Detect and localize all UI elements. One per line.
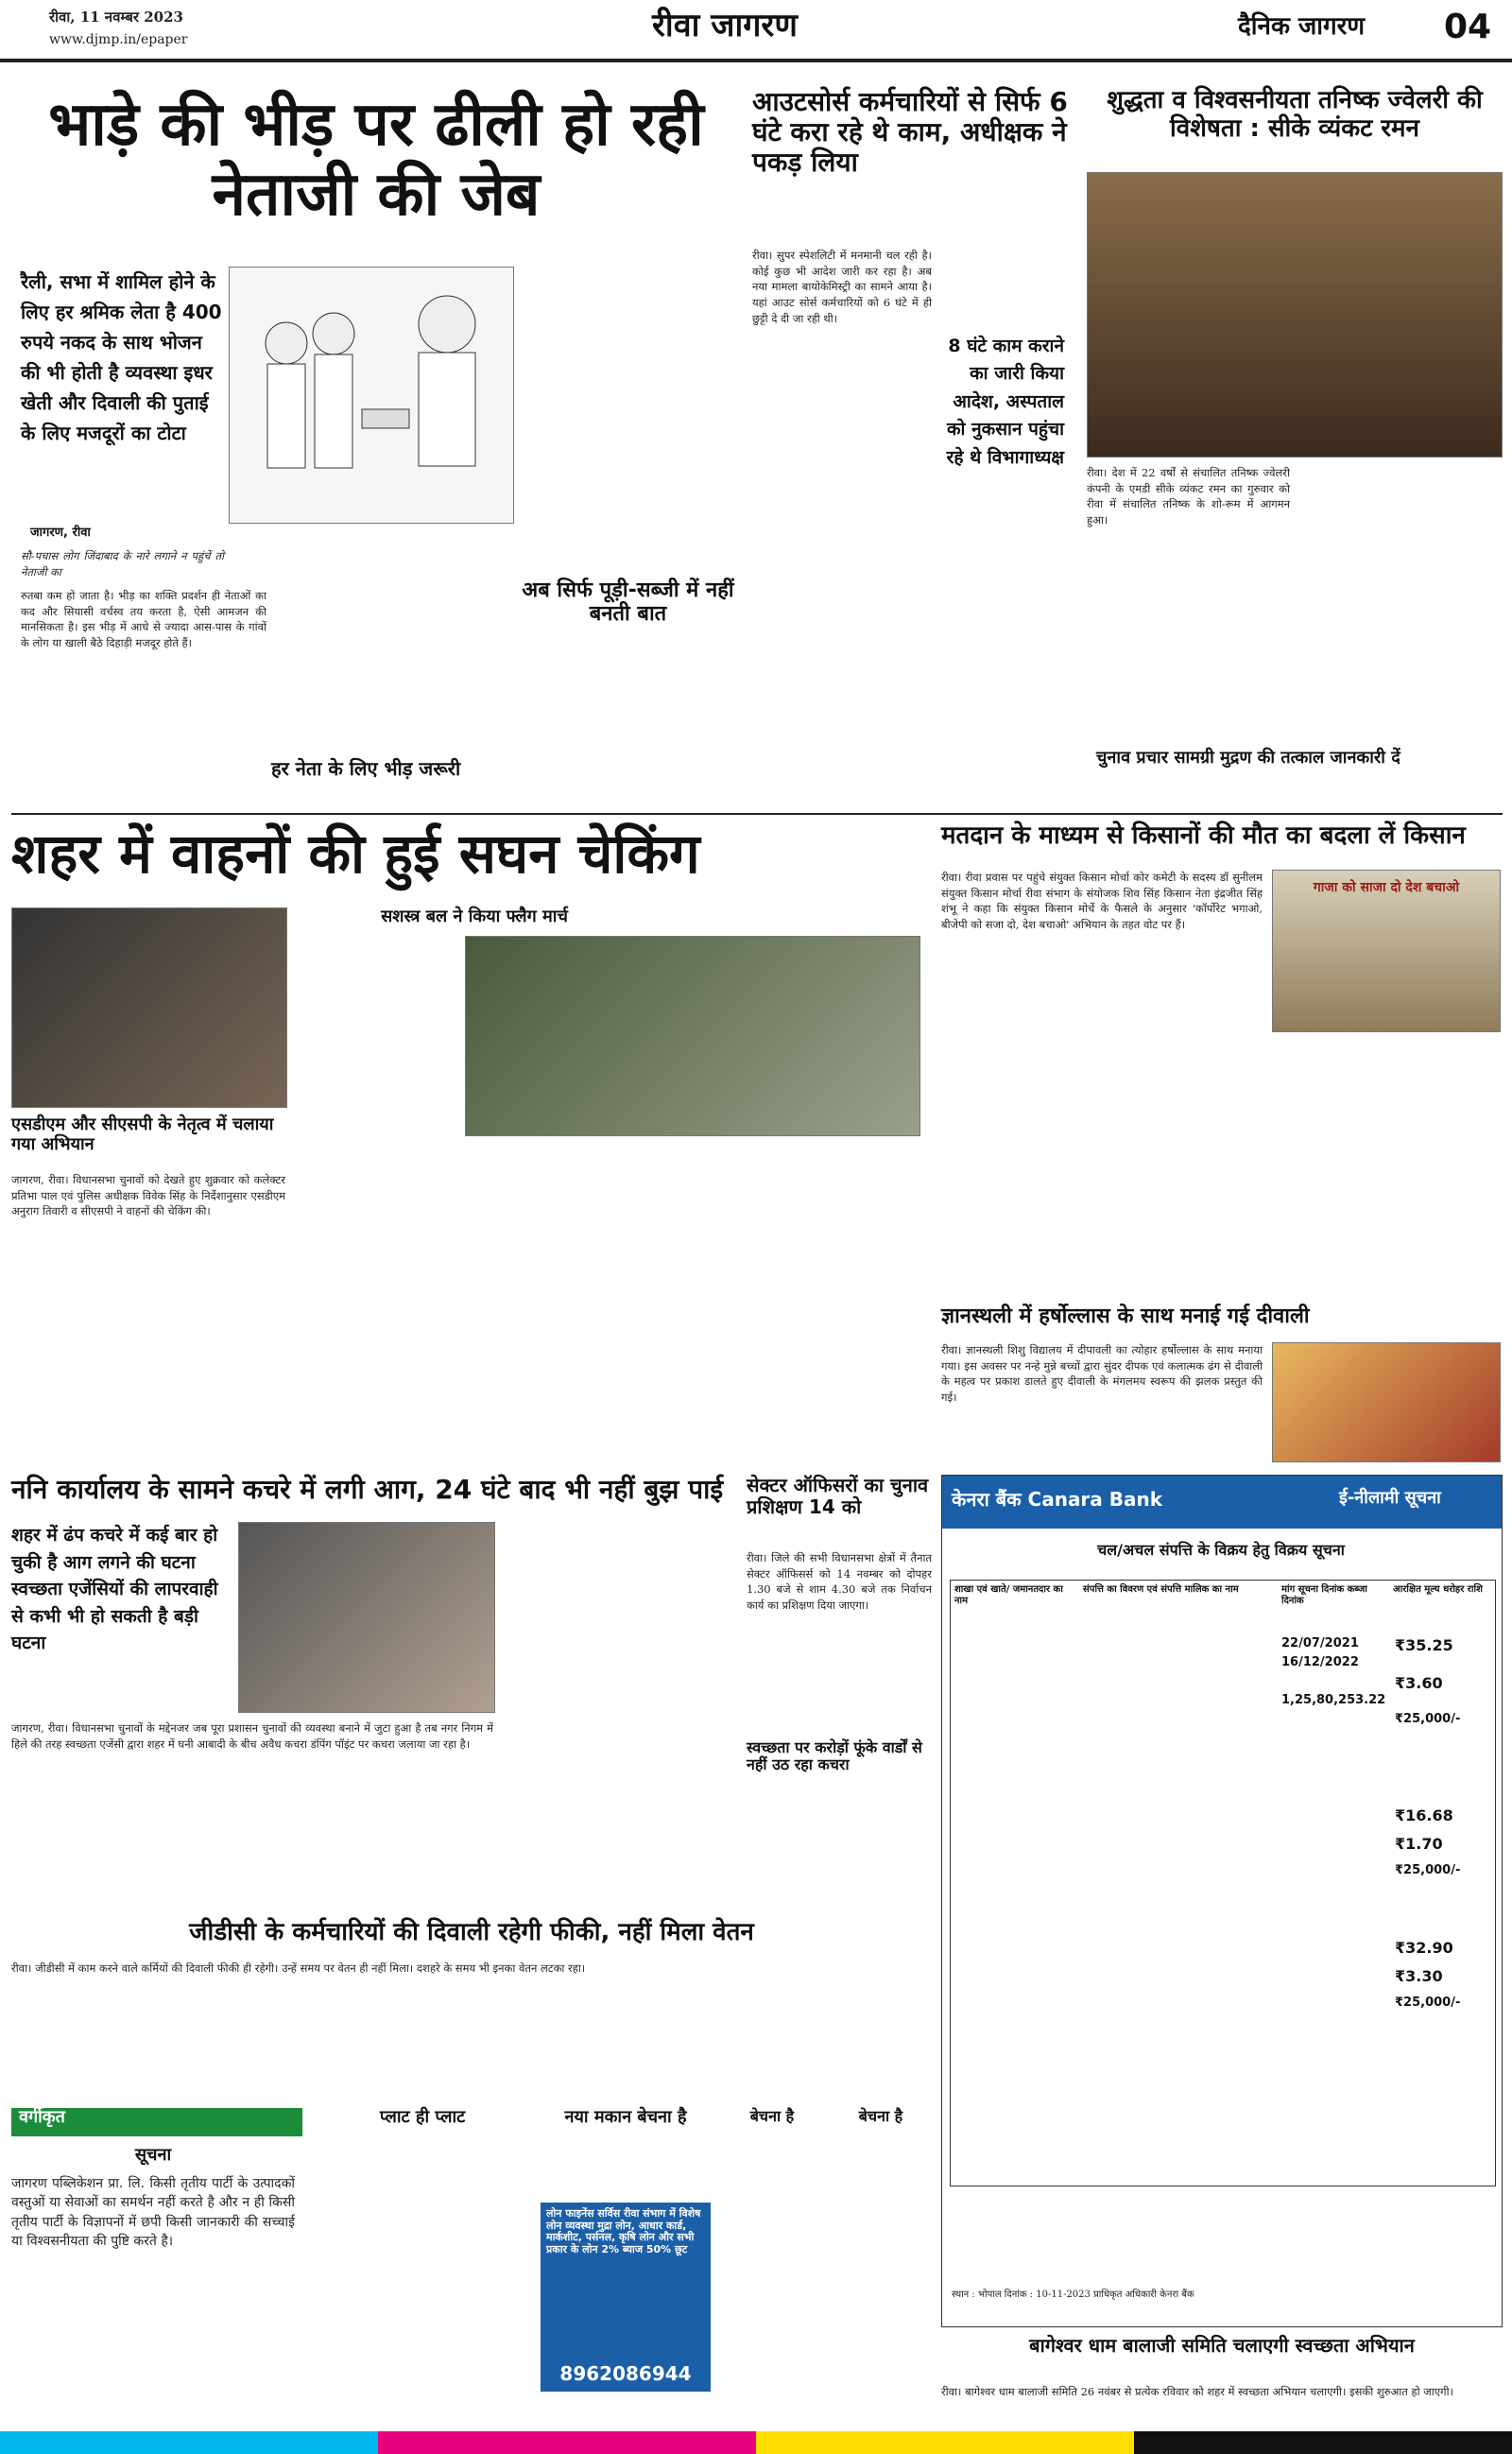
story4-left-sub: एसडीएम और सीएसपी के नेतृत्व में चलाया गया अभियान <box>11 1115 274 1154</box>
story6-body: रीवा। ज्ञानस्थली शिशु विद्यालय में दीपावली का त्योहार हर्षोल्लास के साथ मनाया गया। इस अवसर पर नन्हे मुन्ने बच्चों द्वारा सुंदर दीपक एवं कलात्मक ढंग से दीवाली के महत्व पर प्रकाश डालते हुए दीवाली के मंगलमय स्वरूप की झलक प्रस्तुत की गई। <box>941 1343 1263 1405</box>
story4-headline: शहर में वाहनों की हुई सघन चेकिंग <box>11 821 700 886</box>
story9-body: रीवा। जीडीसी में काम करने वाले कर्मियों की दिवाली फीकी ही रहेगी। उन्हें समय पर वेतन ही नहीं मिला। दशहरे के समय भी इनका वेतन लटका रहा। <box>11 1961 586 1975</box>
farmers-photo <box>1272 870 1501 1032</box>
story10-body: रीवा। बागेश्वर धाम बालाजी समिति 26 नवंबर से प्रत्येक रविवार को शहर में स्वच्छता अभियान चलाएगी। इसकी शुरुआत हो जाएगी। <box>941 2385 1453 2398</box>
bank-reserve-4: ₹1.70 <box>1395 1835 1443 1853</box>
story1-byline: जागरण, रीवा <box>30 526 91 540</box>
story8-body: रीवा। जिले की सभी विधानसभा क्षेत्रों में तैनात सेक्टर ऑफिसर्स को 14 नवम्बर को दोपहर 1.30 बजे से शाम 4.30 बजे तक निर्वाचन कार्य का प्रशिक्षण दिया जाएगा। <box>747 1551 932 1613</box>
story4-body: जागरण, रीवा। विधानसभा चुनावों को देखते हुए शुक्रवार को कलेक्टर प्रतिभा पाल एवं पुलिस अधीक्षक विवेक सिंह के निर्देशानुसार एसडीएम अनुराग तिवारी व सीएसपी ने वाहनों की चेकिंग की। <box>11 1173 285 1218</box>
bank-ad-heading: चल/अचल संपत्ति के विक्रय हेतु विक्रय सूचना <box>1097 1541 1345 1559</box>
story-gdc-salary <box>11 1919 932 2099</box>
cartoon-image <box>229 267 514 524</box>
story10-headline: बागेश्वर धाम बालाजी समिति चलाएगी स्वच्छता अभियान <box>1029 2334 1415 2357</box>
story-garbage-fire <box>11 1475 739 1910</box>
bank-reserve-3: ₹16.68 <box>1395 1806 1453 1824</box>
bank-date-1: 22/07/2021 <box>1281 1636 1359 1650</box>
story7-headline: ननि कार्यालय के सामने कचरे में लगी आग, 24 घंटे बाद भी नहीं बुझ पाई <box>11 1474 724 1505</box>
story-sector-officers <box>747 1475 932 1910</box>
color-registration-strip <box>0 2431 1512 2454</box>
farmers-photo-text: गाजा को साजा दो देश बचाओ <box>1313 880 1460 895</box>
story2-headline: आउटसोर्स कर्मचारियों से सिर्फ 6 घंटे करा रहे थे काम, अधीक्षक ने पकड़ लिया <box>752 86 1068 179</box>
story3-sub: चुनाव प्रचार सामग्री मुद्रण की तत्काल जानकारी दें <box>1096 748 1400 768</box>
brand-name: दैनिक जागरण <box>1238 12 1366 41</box>
epaper-url[interactable]: www.djmp.in/epaper <box>49 32 188 47</box>
story-farmers <box>941 822 1503 1295</box>
loan-phone: 8962086944 <box>559 2362 692 2385</box>
story8-sub: स्वच्छता पर करोड़ों फूंके वार्डों से नहीं उठ रहा कचरा <box>747 1738 922 1774</box>
story1-sub2: हर नेता के लिए भीड़ जरूरी <box>271 757 461 780</box>
story-diwali-school <box>941 1305 1503 1465</box>
story2-body: रीवा। सुपर स्पेशलिटी में मनमानी चल रही है। कोई कुछ भी आदेश जारी कर रहा है। अब नया मामला बायोकेमिस्ट्री का सामने आया है। यहां आउट सोर्स कर्मचारियों को 6 घंटे में ही छुट्टी दे दी जा रही थी। <box>752 249 932 325</box>
story5-headline: मतदान के माध्यम से किसानों की मौत का बदला लें किसान <box>941 821 1466 850</box>
story-tanishq <box>1087 87 1503 810</box>
story1-sub1: अब सिर्फ पूड़ी-सब्जी में नहीं बनती बात <box>522 579 734 627</box>
bank-col3: मांग सूचना दिनांक कब्जा दिनांक <box>1281 1584 1367 1606</box>
classifieds-logo: वर्गीकृत <box>11 2108 302 2136</box>
bank-name: केनरा बैंक Canara Bank <box>952 1488 1163 1511</box>
story1-deck: रैली, सभा में शामिल होने के लिए हर श्रमिक लेता है 400 रुपये नकद के साथ भोजन की भी होती है व्यवस्था इधर खेती और दिवाली की पुताई के लिए मजदूरों का टोटा <box>21 270 222 444</box>
story2-pull: 8 घंटे काम कराने का जारी किया आदेश, अस्पताल को नुकसान पहुंचा रहे थे विभागाध्यक्ष <box>946 336 1064 468</box>
bank-reserve-2: ₹3.60 <box>1395 1674 1443 1692</box>
bank-col2: संपत्ति का विवरण एवं संपत्ति मालिक का नाम <box>1083 1584 1239 1595</box>
ad-sale1-heading: बेचना है <box>749 2107 795 2125</box>
story1-headline: भाड़े की भीड़ पर ढीली हो रही नेताजी की जेब <box>48 90 704 230</box>
cartoon-caption: सौ-पचास लोग जिंदाबाद के नारे लगाने न पहुंचें तो नेताजी का <box>21 549 224 579</box>
story3-body: रीवा। देश में 22 वर्षों से संचालित तनिष्क ज्वेलरी कंपनी के एमडी सीके व्यंकट रमन का गुरुवार को रीवा में संचालित तनिष्क के शो-रूम में आगमन हुआ। <box>1087 466 1290 527</box>
diwali-photo <box>1272 1342 1501 1462</box>
bank-col1: शाखा एवं खाते/ जमानतदार का नाम <box>954 1584 1063 1606</box>
fire-photo <box>238 1522 495 1713</box>
ad-plot-heading: प्लाट ही प्लाट <box>379 2107 466 2127</box>
notice-heading: सूचना <box>134 2145 172 2165</box>
ad-house-heading: नया मकान बेचना है <box>564 2107 687 2127</box>
story-hire-crowd <box>11 87 739 810</box>
story7-body: जागरण, रीवा। विधानसभा चुनावों के मद्देनजर जब पूरा प्रशासन चुनावों की व्यवस्था बनाने में जुटा हुआ है तब नगर निगम में हिले की तरह स्वच्छता एजेंसी द्वारा शहर में घनी आबादी के बीच अवैध कचरा डंपिंग पॉइंट पर कचरा जलाया जा रहा है। <box>11 1721 493 1751</box>
story-bageshwar <box>941 2335 1503 2426</box>
story3-headline: शुद्धता व विश्वसनीयता तनिष्क ज्वेलरी की विशेषता : सीके व्यंकट रमन <box>1107 86 1483 143</box>
story5-body: रीवा। रीवा प्रवास पर पहुंचे संयुक्त किसान मोर्चा कोर कमेटी के सदस्य डॉ सुनीलम संयुक्त किसान मोर्चा रीवा संभाग के संयोजक शिव सिंह किसान नेता इंद्रजीत सिंह शंभू ने कहा कि संयुक्त किसान मोर्चे के फैसले के अनुसार 'कॉर्पोरेट भगाओ, बीजेपी को सजा दो, देश बचाओ' अभियान के तहत वोट पर हैं। <box>941 871 1263 932</box>
page-number: 04 <box>1444 8 1492 46</box>
tanishq-photo <box>1087 172 1503 458</box>
bank-emd-2: ₹25,000/- <box>1395 1863 1461 1877</box>
story-vehicle-check <box>11 822 928 1465</box>
bank-col4: आरक्षित मूल्य धरोहर राशि <box>1393 1584 1483 1595</box>
story1-body: रुतबा कम हो जाता है। भीड़ का शक्ति प्रदर्शन ही नेताओं का कद और सियासी वर्चस्व तय करता है, ऐसी आमजन की मानसिकता है। इस भीड़ में आधे से ज्यादा आस-पास के गांवों के लोग या खाली बैठे दिहाड़ी मजदूर होते हैं। <box>21 589 266 650</box>
bank-date-2: 16/12/2022 <box>1281 1655 1359 1669</box>
story4-photo-sub: सशस्त्र बल ने किया फ्लैग मार्च <box>381 907 568 926</box>
ad-sale2-heading: बेचना है <box>858 2107 903 2125</box>
story-outsource <box>752 87 1074 810</box>
story6-headline: ज्ञानस्थली में हर्षोल्लास के साथ मनाई गई दीवाली <box>941 1305 1310 1328</box>
bank-reserve-6: ₹3.30 <box>1395 1967 1443 1985</box>
vehicle-check-photo <box>11 907 287 1108</box>
bank-amount: 1,25,80,253.22 <box>1281 1693 1386 1707</box>
flag-march-photo <box>465 936 920 1136</box>
masthead <box>0 0 1512 62</box>
classifieds <box>11 2108 932 2420</box>
bank-ad-title: ई-नीलामी सूचना <box>1339 1488 1441 1508</box>
notice-text: जागरण पब्लिकेशन प्रा. लि. किसी तृतीय पार्टी के उत्पादकों वस्तुओं या सेवाओं का समर्थन नहीं करते है और न ही किसी तृतीय पार्टी के विज्ञापनों में छपी किसी जानकारी की सच्चाई या विश्वसनीयता की पुष्टि करते है। <box>11 2176 295 2249</box>
bank-reserve-5: ₹32.90 <box>1395 1939 1453 1957</box>
bank-reserve-1: ₹35.25 <box>1395 1636 1453 1654</box>
page-title: रीवा जागरण <box>652 7 798 44</box>
edition-date: रीवा, 11 नवम्बर 2023 <box>49 9 183 26</box>
story7-deck: शहर में ढंप कचरे में कई बार हो चुकी है आग लगने की घटना स्वच्छता एजेंसियों की लापरवाही से कभी भी हो सकती है बड़ी घटना <box>11 1525 218 1653</box>
bank-emd-1: ₹25,000/- <box>1395 1712 1461 1726</box>
bank-emd-3: ₹25,000/- <box>1395 1996 1461 2010</box>
canara-bank-ad <box>941 1475 1503 2327</box>
story8-headline: सेक्टर ऑफिसरों का चुनाव प्रशिक्षण 14 को <box>747 1474 929 1518</box>
loan-ad-text: लोन फाइनेंस सर्विस रीवा संभाग में विशेष लोन व्यवस्था मुद्रा लोन, आधार कार्ड, मार्कशीट, पर्सनल, कृषि लोन और सभी प्रकार के लोन 2% ब्याज 50% छूट <box>546 2207 701 2255</box>
story9-headline: जीडीसी के कर्मचारियों की दिवाली रहेगी फीकी, नहीं मिला वेतन <box>189 1918 754 1946</box>
bank-ad-footer: स्थान : भोपाल दिनांक : 10-11-2023 प्राधिकृत अधिकारी केनरा बैंक <box>952 2290 1194 2300</box>
